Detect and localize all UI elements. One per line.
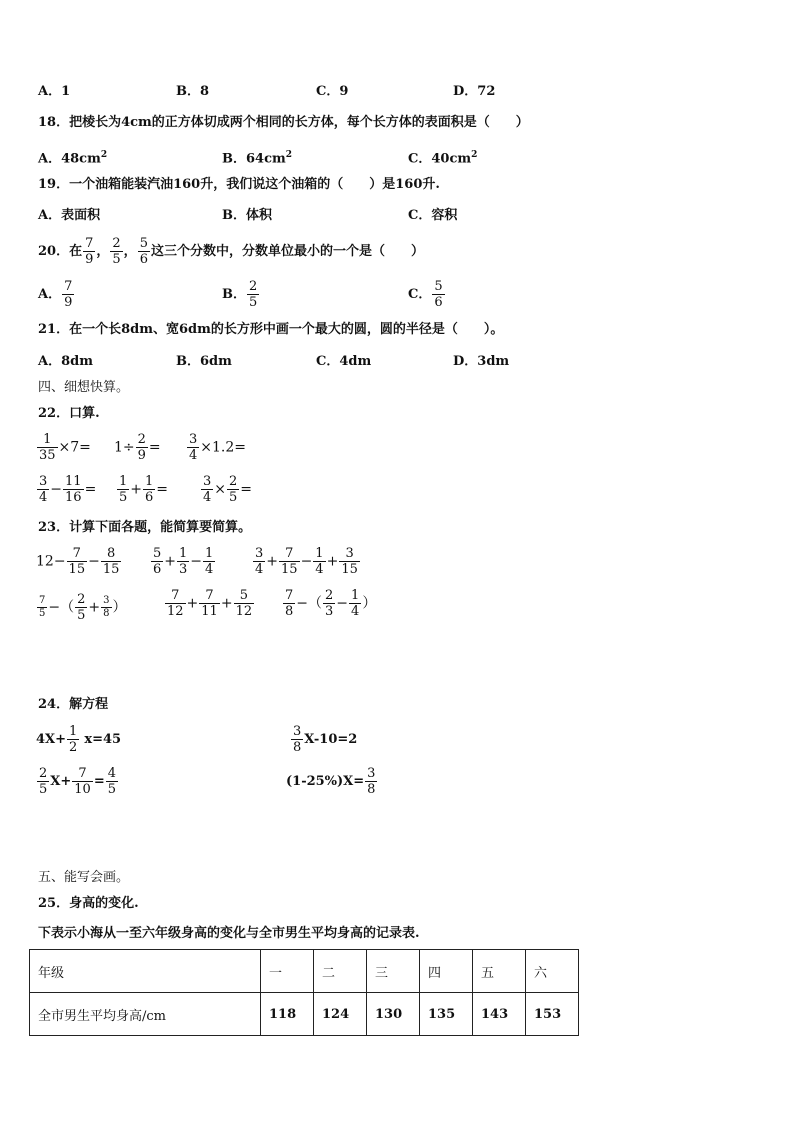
- q24-equation-2: $\frac{3}{8}$ X-10=2: [293, 724, 358, 755]
- q22-item-5: $\frac{1}{5}$ + $\frac{1}{6}$ =: [119, 474, 169, 505]
- section-5-heading: 五、能写会画。: [38, 870, 130, 885]
- table-cell: 153: [526, 993, 579, 1036]
- table-header-cell: 五: [473, 950, 526, 993]
- q21-option-c: C．4dm: [316, 354, 372, 369]
- table-cell: 143: [473, 993, 526, 1036]
- q23-expr-6: $\frac{7}{8}$ −（ $\frac{2}{3}$ − $\frac{1}{4}$ ）: [285, 588, 377, 619]
- q23-expr-1: 12− $\frac{7}{15}$ − $\frac{8}{15}$: [36, 546, 120, 577]
- q22-item-4: $\frac{3}{4}$ − $\frac{11}{16}$ =: [39, 474, 97, 505]
- table-cell: 124: [314, 993, 367, 1036]
- q24-title: 24．解方程: [38, 697, 109, 712]
- q24-equation-4: (1-25%)X= $\frac{3}{8}$: [286, 766, 376, 797]
- q17-option-a: A．1: [38, 84, 71, 99]
- table-cell: 118: [261, 993, 314, 1036]
- table-header-cell: 一: [261, 950, 314, 993]
- q23-expr-5: $\frac{7}{12}$ + $\frac{7}{11}$ + $\frac{5}{12}$: [167, 588, 253, 619]
- q21-option-d: D．3dm: [453, 354, 510, 369]
- q23-expr-4: $\frac{7}{5}$ −（ $\frac{2}{5}$ + $\frac{3}{8}$ ）: [39, 592, 127, 623]
- table-row: [30, 993, 579, 1036]
- q23-expr-3: $\frac{3}{4}$ + $\frac{7}{15}$ − $\frac{1}{4}$ + $\frac{3}{15}$: [255, 546, 358, 577]
- q24-equation-1: 4X+ $\frac{1}{2}$ x=45: [36, 724, 122, 755]
- q25-title: 25．身高的变化.: [38, 896, 139, 911]
- table-header-cell: 六: [526, 950, 579, 993]
- q20-option-a: A． $\frac{7}{9}$: [38, 279, 73, 310]
- table-header-cell: 三: [367, 950, 420, 993]
- fraction: $\frac{5}{6}$: [434, 279, 443, 310]
- q22-item-3: $\frac{3}{4}$ ×1.2=: [189, 432, 247, 463]
- fraction: $\frac{7}{9}$: [64, 279, 73, 310]
- fraction: $\frac{2}{5}$: [112, 236, 121, 267]
- table-header-cell: 年级: [30, 950, 261, 993]
- table-header-cell: 四: [420, 950, 473, 993]
- q18-stem: 18．把棱长为4cm的正方体切成两个相同的长方体，每个长方体的表面积是（ ）: [38, 115, 529, 130]
- q19-option-b: B．体积: [222, 208, 272, 223]
- fraction: $\frac{5}{6}$: [139, 236, 148, 267]
- q18-option-c: C．$40cm^2$: [408, 150, 478, 167]
- q19-option-a: A．表面积: [38, 208, 101, 223]
- q20-option-c: C． $\frac{5}{6}$: [408, 279, 443, 310]
- q23-title: 23．计算下面各题，能简算要简算。: [38, 520, 252, 535]
- q22-title: 22．口算.: [38, 406, 100, 421]
- q22-item-6: $\frac{3}{4}$ × $\frac{2}{5}$ =: [203, 474, 253, 505]
- q23-expr-2: $\frac{5}{6}$ + $\frac{1}{3}$ − $\frac{1}{4}$: [153, 546, 214, 577]
- fraction: $\frac{7}{9}$: [85, 236, 94, 267]
- q25-description: 下表示小海从一至六年级身高的变化与全市男生平均身高的记录表.: [38, 926, 420, 941]
- q19-stem: 19．一个油箱能装汽油160升，我们说这个油箱的（ ）是160升.: [38, 177, 440, 192]
- table-header-row: [30, 950, 579, 993]
- q18-option-b: B．$64cm^2$: [222, 150, 293, 167]
- q20-stem: 20．在 $\frac{7}{9}$ ， $\frac{2}{5}$ ， $\frac{5}{6}$ 这三个分数中，分数单位最小的一个是（ ）: [38, 236, 424, 267]
- q21-stem: 21．在一个长8dm、宽6dm的长方形中画一个最大的圆，圆的半径是（ ）。: [38, 322, 504, 337]
- q22-item-2: 1÷ $\frac{2}{9}$ =: [114, 432, 161, 463]
- q21-option-b: B．6dm: [176, 354, 232, 369]
- fraction: $\frac{2}{5}$: [249, 279, 258, 310]
- q20-option-b: B． $\frac{2}{5}$: [222, 279, 258, 310]
- q17-option-d: D．72: [453, 84, 496, 99]
- height-record-table: [29, 949, 579, 1036]
- section-4-heading: 四、细想快算。: [38, 380, 130, 395]
- table-cell: 130: [367, 993, 420, 1036]
- q24-equation-3: $\frac{2}{5}$ X+ $\frac{7}{10}$ = $\frac{4}{5}$: [39, 766, 116, 797]
- q18-option-a: A．$48cm^2$: [38, 150, 108, 167]
- table-row-label: 全市男生平均身高/cm: [30, 993, 261, 1036]
- q17-option-c: C．9: [316, 84, 349, 99]
- q17-option-b: B．8: [176, 84, 210, 99]
- q19-option-c: C．容积: [408, 208, 458, 223]
- q22-item-1: $\frac{1}{35}$ ×7=: [39, 432, 91, 463]
- table-cell: 135: [420, 993, 473, 1036]
- q21-option-a: A．8dm: [38, 354, 93, 369]
- table-header-cell: 二: [314, 950, 367, 993]
